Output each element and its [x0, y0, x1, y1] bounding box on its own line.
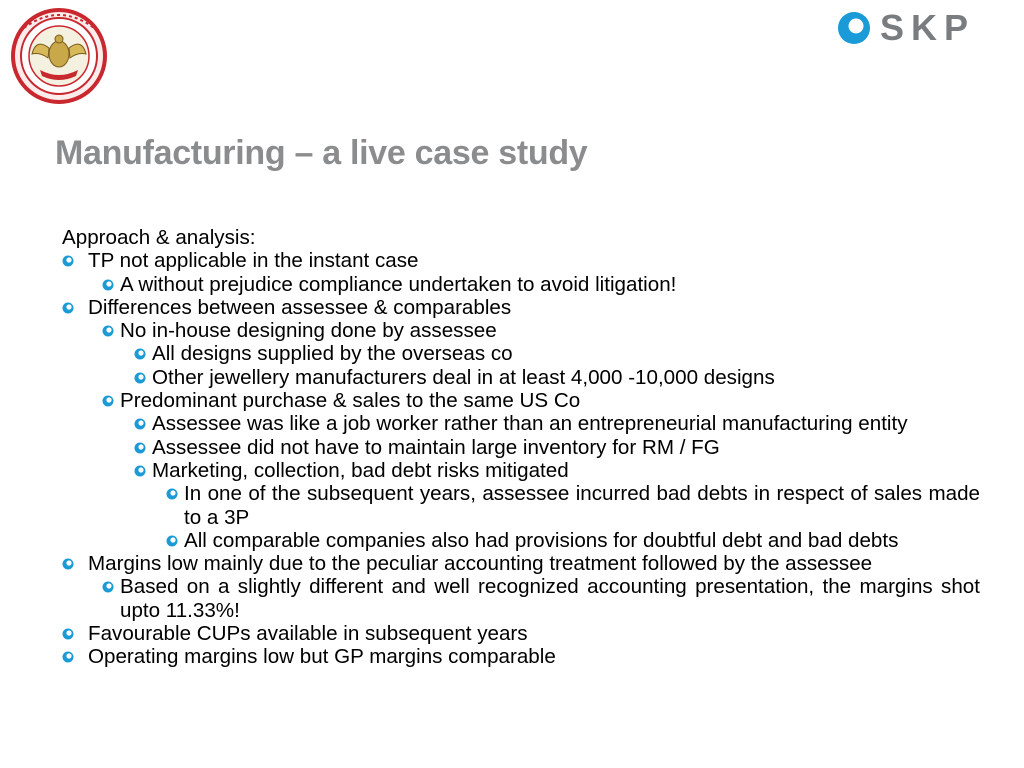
- bullet-icon: [62, 651, 74, 663]
- bullet-text: In one of the subsequent years, assessee incurred bad debts in respect of sales made to a 3P: [184, 482, 980, 529]
- bullet-icon: [134, 418, 146, 430]
- bullet-text: Assessee was like a job worker rather than an entrepreneurial manufacturing entity: [152, 412, 908, 436]
- bullet-text: Predominant purchase & sales to the same US Co: [120, 389, 581, 413]
- bullet-icon: [166, 535, 178, 547]
- bullet-icon: [102, 581, 114, 593]
- bullet-item: [62, 249, 980, 272]
- bullet-icon: [62, 255, 74, 267]
- bullet-item: [62, 482, 980, 529]
- bullet-item: [62, 575, 980, 622]
- bullet-icon: [134, 372, 146, 384]
- bullet-text: Based on a slightly different and well recognized accounting presentation, the margins shot upto 11.33%!: [120, 575, 980, 622]
- bullet-item: [62, 529, 980, 552]
- bullet-item: [62, 319, 980, 342]
- bullet-item: [62, 436, 980, 459]
- bullet-icon: [166, 488, 178, 500]
- bullet-icon: [62, 558, 74, 570]
- bullet-text: A without prejudice compliance undertaken to avoid litigation!: [120, 272, 677, 296]
- bullet-item: [62, 389, 980, 412]
- skp-logo-text: SKP: [880, 7, 976, 48]
- bullet-text: No in-house designing done by assessee: [120, 319, 497, 343]
- bullet-text: Other jewellery manufacturers deal in at least 4,000 -10,000 designs: [152, 365, 775, 389]
- bullet-item: [62, 412, 980, 435]
- bullet-icon: [102, 395, 114, 407]
- bullet-text: All comparable companies also had provisions for doubtful debt and bad debts: [184, 528, 899, 552]
- bullet-item: [62, 366, 980, 389]
- bullet-item: [62, 342, 980, 365]
- slide-title: Manufacturing – a live case study: [55, 134, 588, 172]
- bullet-item: [62, 273, 980, 296]
- bullet-icon: [134, 348, 146, 360]
- bullet-text: Differences between assessee & comparables: [88, 295, 512, 319]
- skp-logo: [838, 7, 976, 48]
- bullet-icon: [62, 628, 74, 640]
- slide-body: [62, 226, 980, 669]
- bullet-item: [62, 552, 980, 575]
- bullet-text: All designs supplied by the overseas co: [152, 342, 513, 366]
- institute-seal-logo: [10, 8, 108, 104]
- bullet-text: TP not applicable in the instant case: [88, 249, 419, 273]
- intro-heading: Approach & analysis:: [62, 226, 256, 249]
- bullet-icon: [134, 442, 146, 454]
- bullet-item: [62, 459, 980, 482]
- bullet-icon: [102, 279, 114, 291]
- bullet-icon: [134, 465, 146, 477]
- skp-logo-mark-icon: [838, 12, 870, 44]
- bullet-text: Favourable CUPs available in subsequent years: [88, 622, 528, 646]
- bullet-text: Margins low mainly due to the peculiar accounting treatment followed by the assessee: [88, 552, 873, 576]
- bullet-list: [62, 249, 980, 668]
- bullet-item: [62, 645, 980, 668]
- bullet-item: [62, 296, 980, 319]
- bullet-text: Assessee did not have to maintain large inventory for RM / FG: [152, 435, 720, 459]
- bullet-icon: [62, 302, 74, 314]
- bullet-icon: [102, 325, 114, 337]
- bullet-text: Marketing, collection, bad debt risks mitigated: [152, 458, 569, 482]
- bullet-item: [62, 622, 980, 645]
- bullet-text: Operating margins low but GP margins comparable: [88, 645, 556, 669]
